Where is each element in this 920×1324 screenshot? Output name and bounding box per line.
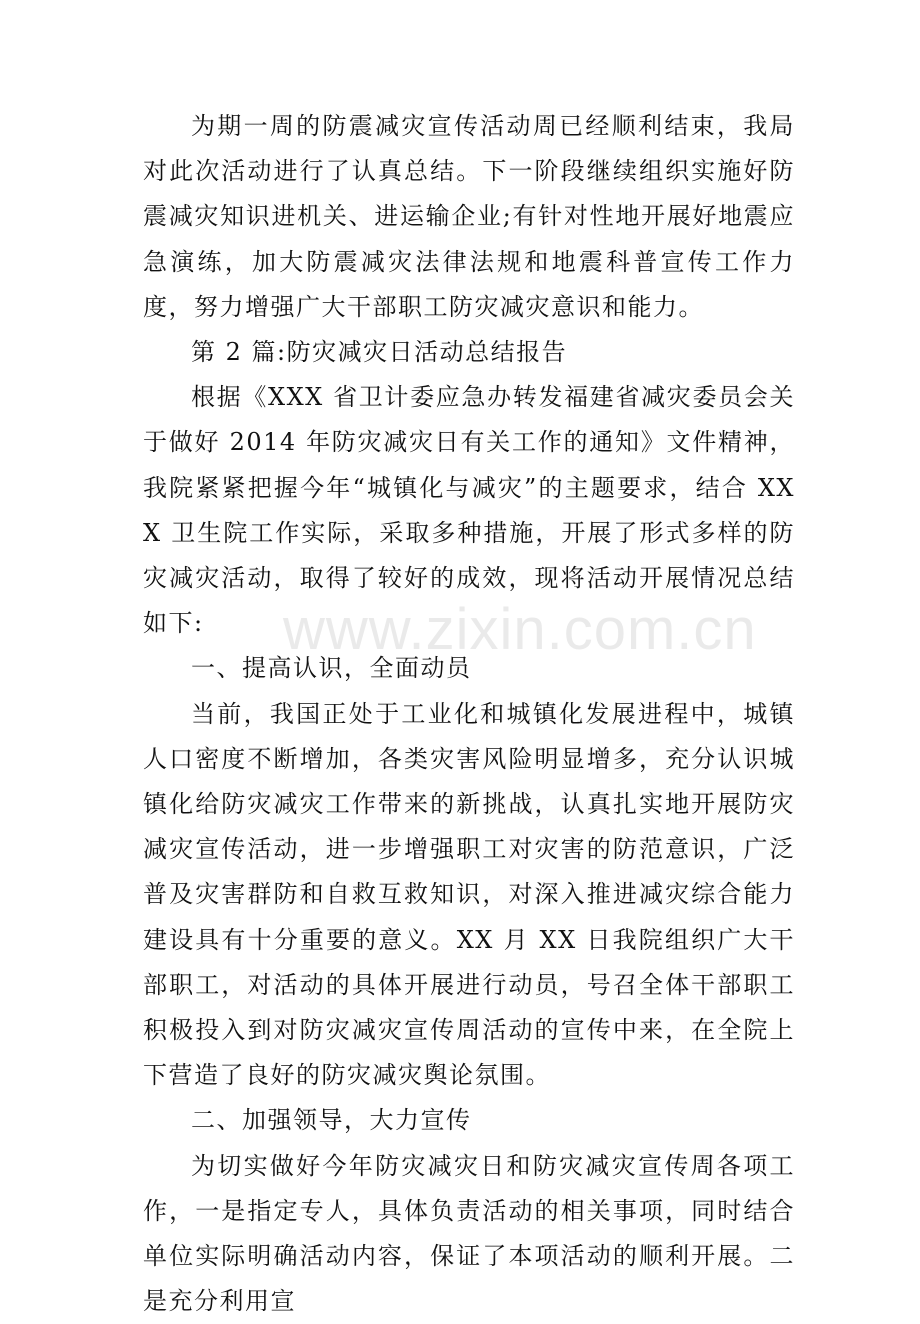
- paragraph-intro: 根据《XXX 省卫计委应急办转发福建省减灾委员会关于做好 2014 年防灾减灾日有关工作的通知》文件精神，我院紧紧把握今年“城镇化与减灾”的主题要求，结合 XXX 卫生院工作实际，采取多种措施，开展了形式多样的防灾减灾活动，取得了较好的成效，现将活动开展情况总结如下:: [143, 383, 795, 638]
- section-title-report-2: 第 2 篇:防灾减灾日活动总结报告: [191, 338, 568, 367]
- heading-strengthen-leadership: 二、加强领导，大力宣传: [191, 1106, 472, 1135]
- paragraph-leadership: 为切实做好今年防灾减灾日和防灾减灾宣传周各项工作，一是指定专人，具体负责活动的相关事项，同时结合单位实际明确活动内容，保证了本项活动的顺利开展。二是充分利用宣: [143, 1151, 795, 1316]
- paragraph-summary: 为期一周的防震减灾宣传活动周已经顺利结束，我局对此次活动进行了认真总结。下一阶段继续组织实施好防震减灾知识进机关、进运输企业;有针对性地开展好地震应急演练，加大防震减灾法律法规和地震科普宣传工作力度，努力增强广大干部职工防灾减灾意识和能力。: [143, 112, 795, 321]
- paragraph-awareness: 当前，我国正处于工业化和城镇化发展进程中，城镇人口密度不断增加，各类灾害风险明显增多，充分认识城镇化给防灾减灾工作带来的新挑战，认真扎实地开展防灾减灾宣传活动，进一步增强职工对灾害的防范意识，广泛普及灾害群防和自救互救知识，对深入推进减灾综合能力建设具有十分重要的意义。XX 月 XX 日我院组织广大干部职工，对活动的具体开展进行动员，号召全体干部职工积极投入到对防灾减灾宣传周活动的宣传中来，在全院上下营造了良好的防灾减灾舆论氛围。: [143, 699, 795, 1090]
- heading-raise-awareness: 一、提高认识，全面动员: [191, 654, 472, 683]
- document-body: [143, 104, 795, 1324]
- watermark: www.zixin.com.cn: [283, 597, 757, 662]
